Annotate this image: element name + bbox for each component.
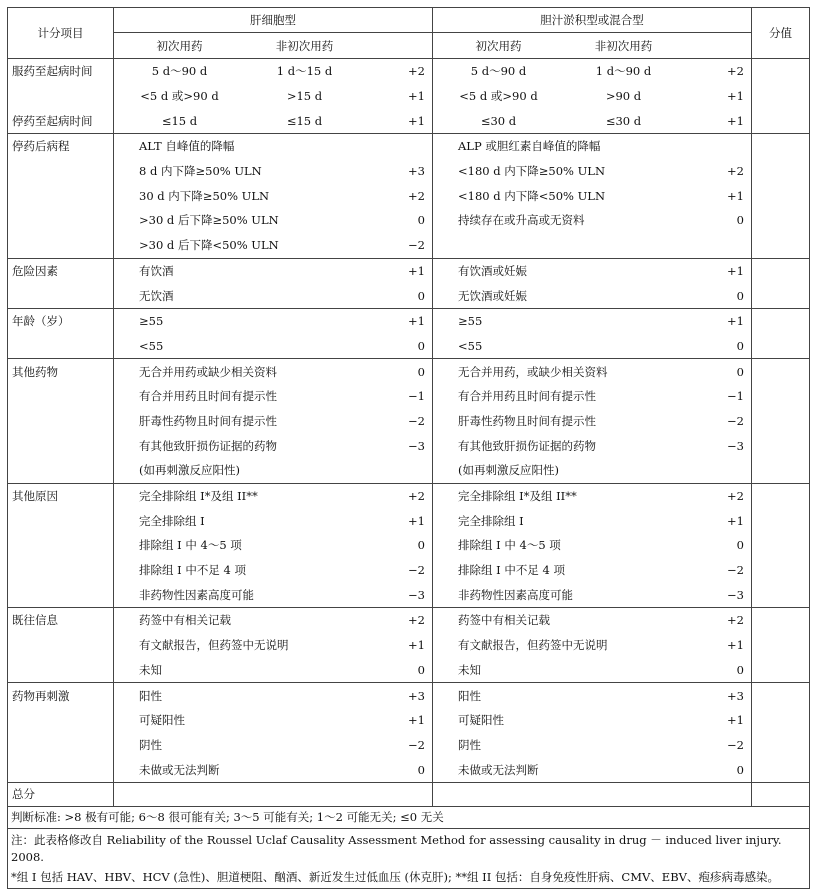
criterion-score: −1 — [408, 389, 425, 404]
chol-drugs-cell — [433, 359, 752, 483]
time-first-use: 5 d～90 d — [470, 64, 527, 79]
causes-chol-row — [433, 508, 751, 533]
score-cell — [752, 683, 810, 783]
criterion-text: 药签中有相关记载 — [458, 613, 550, 628]
criterion-text: ≥55 — [458, 314, 483, 329]
criterion-score: +2 — [727, 489, 744, 504]
drugs-hep-row — [114, 409, 432, 434]
course-chol-row — [433, 183, 751, 208]
rechallenge-chol-row — [433, 708, 751, 733]
criterion-score: −2 — [727, 737, 744, 752]
criterion-text: 有其他致肝损伤证据的药物 — [139, 438, 277, 453]
criterion-score: +1 — [727, 188, 744, 203]
time-non-first-use: 1 d～15 d — [276, 64, 333, 79]
criterion-text: <180 d 内下降<50% ULN — [458, 188, 606, 203]
criterion-text: 有合并用药且时间有提示性 — [139, 389, 277, 404]
criterion-score: 0 — [417, 538, 425, 553]
causes-label: 其他原因 — [12, 489, 58, 504]
criterion-score: +2 — [408, 188, 425, 203]
time-row — [433, 59, 751, 84]
criterion-score: 0 — [417, 762, 425, 777]
criterion-text: 完全排除组 I*及组 II** — [458, 489, 577, 504]
criterion-text: 未做或无法判断 — [139, 762, 220, 777]
header-item: 计分项目 — [8, 8, 114, 59]
time-row — [433, 108, 751, 133]
score-cell — [752, 59, 810, 134]
time-first-use: 5 d～90 d — [151, 64, 208, 79]
chol-first-use: 初次用药 — [475, 38, 522, 53]
total-label-cell — [8, 782, 114, 806]
criterion-score: +1 — [408, 638, 425, 653]
criterion-text: 有文献报告，但药签中无说明 — [458, 638, 608, 653]
note-cell — [8, 828, 810, 888]
section-label-time — [8, 59, 114, 134]
criterion-text: 有文献报告，但药签中无说明 — [139, 638, 289, 653]
drugs-hep-row — [114, 384, 432, 409]
criterion-text: 药签中有相关记载 — [139, 613, 231, 628]
criterion-score: +1 — [727, 513, 744, 528]
prior-hep-row — [114, 608, 432, 633]
label-stop: 停药至起病时间 — [12, 113, 93, 128]
causes-chol-row — [433, 484, 751, 509]
section-label-prior — [8, 608, 114, 683]
risk-chol-row — [433, 283, 751, 308]
age-hep-row — [114, 334, 432, 359]
criteria-text: 判断标准: >8 极有可能; 6～8 很可能有关; 3～5 可能有关; 1～2 可能无关; ≤0 无关 — [11, 810, 444, 825]
criteria-cell — [8, 806, 810, 828]
criterion-text: 阴性 — [139, 737, 162, 752]
time-first-use: <5 d 或>90 d — [459, 89, 538, 104]
prior-label: 既往信息 — [12, 613, 58, 628]
time-non-first-use: 1 d～90 d — [595, 64, 652, 79]
criterion-score: +1 — [408, 713, 425, 728]
criterion-score: −2 — [408, 563, 425, 578]
hep-course-cell — [114, 134, 433, 258]
criterion-text: 未做或无法判断 — [458, 762, 539, 777]
hep-time-cell — [114, 59, 433, 134]
chol-prior-cell — [433, 608, 752, 683]
criterion-text: 无饮酒或妊娠 — [458, 288, 527, 303]
hep-risk-cell — [114, 258, 433, 308]
criterion-text: ALP 或胆红素自峰值的降幅 — [458, 139, 601, 154]
criterion-text: 排除组 I 中 4～5 项 — [139, 538, 242, 553]
total-label: 总分 — [12, 787, 35, 802]
course-hep-row — [114, 159, 432, 184]
score-cell — [752, 258, 810, 308]
drugs-hep-row — [114, 359, 432, 384]
criterion-score: 0 — [736, 288, 744, 303]
total-value-chol — [433, 782, 752, 806]
criterion-score: +3 — [727, 688, 744, 703]
chol-risk-cell — [433, 258, 752, 308]
total-value-score — [752, 782, 810, 806]
time-non-first-use: >15 d — [286, 89, 323, 104]
age-chol-row — [433, 309, 751, 334]
criterion-score: −2 — [408, 238, 425, 253]
criterion-score: −2 — [727, 563, 744, 578]
total-value-hep — [114, 782, 433, 806]
causes-hep-row — [114, 558, 432, 583]
hep-non-first-use: 非初次用药 — [275, 38, 334, 53]
hep-subheader — [114, 33, 433, 59]
drugs-chol-row — [433, 359, 751, 384]
section-label-rechallenge — [8, 683, 114, 783]
age-label: 年龄（岁） — [12, 314, 70, 329]
criterion-text: 阳性 — [139, 688, 162, 703]
causes-hep-row — [114, 582, 432, 607]
hep-causes-cell — [114, 483, 433, 607]
time-row — [114, 84, 432, 109]
criterion-score: +1 — [408, 263, 425, 278]
criterion-text: <55 — [139, 338, 164, 353]
causes-hep-row — [114, 508, 432, 533]
causes-chol-row — [433, 558, 751, 583]
chol-non-first-use: 非初次用药 — [594, 38, 653, 53]
rechallenge-hep-row — [114, 683, 432, 708]
hep-age-cell — [114, 308, 433, 358]
prior-chol-row — [433, 608, 751, 633]
hep-prior-cell — [114, 608, 433, 683]
criterion-text: 有合并用药且时间有提示性 — [458, 389, 596, 404]
chol-time-cell — [433, 59, 752, 134]
causes-hep-row — [114, 484, 432, 509]
criterion-score: −3 — [727, 587, 744, 602]
time-row — [114, 108, 432, 133]
criterion-text: 持续存在或升高或无资料 — [458, 213, 585, 228]
section-label-drugs — [8, 359, 114, 483]
criterion-score: +1 — [408, 513, 425, 528]
criterion-text: 非药物性因素高度可能 — [139, 587, 254, 602]
criterion-score: 0 — [736, 662, 744, 677]
drugs-label: 其他药物 — [12, 364, 58, 379]
drugs-chol-row — [433, 458, 751, 483]
time-first-use: <5 d 或>90 d — [140, 89, 219, 104]
time-row — [433, 84, 751, 109]
criterion-score: +1 — [727, 314, 744, 329]
criterion-text: 排除组 I 中 4～5 项 — [458, 538, 561, 553]
score-cell — [752, 134, 810, 258]
time-non-first-use: ≤15 d — [286, 113, 323, 128]
age-chol-row — [433, 334, 751, 359]
criterion-text: 未知 — [458, 662, 481, 677]
criterion-score: −2 — [408, 737, 425, 752]
criterion-text: 肝毒性药物且时间有提示性 — [139, 413, 277, 428]
rechallenge-hep-row — [114, 733, 432, 758]
criterion-score: 0 — [736, 338, 744, 353]
criterion-text: 有饮酒或妊娠 — [458, 263, 527, 278]
criterion-text: 排除组 I 中不足 4 项 — [139, 563, 246, 578]
chol-causes-cell — [433, 483, 752, 607]
section-label-risk — [8, 258, 114, 308]
chol-rechallenge-cell — [433, 683, 752, 783]
time-score: +1 — [727, 113, 744, 128]
rechallenge-chol-row — [433, 733, 751, 758]
header-hepatocellular: 肝细胞型 — [114, 8, 433, 33]
criterion-score: +3 — [408, 164, 425, 179]
prior-hep-row — [114, 633, 432, 658]
rechallenge-label: 药物再刺激 — [12, 688, 70, 703]
criterion-text: 完全排除组 I — [458, 513, 524, 528]
criterion-text: (如再刺激反应阳性) — [458, 463, 559, 478]
time-non-first-use: ≤30 d — [605, 113, 642, 128]
criterion-score: 0 — [736, 538, 744, 553]
hep-rechallenge-cell — [114, 683, 433, 783]
course-chol-row — [433, 134, 751, 159]
criterion-text: <180 d 内下降≥50% ULN — [458, 164, 606, 179]
time-first-use: ≤15 d — [161, 113, 198, 128]
criterion-score: 0 — [736, 762, 744, 777]
time-first-use: ≤30 d — [480, 113, 517, 128]
risk-label: 危险因素 — [12, 263, 58, 278]
criterion-text: (如再刺激反应阳性) — [139, 463, 240, 478]
risk-chol-row — [433, 259, 751, 284]
rucam-table — [7, 7, 810, 889]
time-score: +1 — [408, 113, 425, 128]
course-label: 停药后病程 — [12, 139, 70, 154]
prior-hep-row — [114, 658, 432, 683]
note-groups: *组 I 包括 HAV、HBV、HCV (急性)、胆道梗阻、酗酒、新近发生过低血压 (休克肝); **组 II 包括：自身免疫性肝病、CMV、EBV、疱疹病毒感染。 — [11, 869, 779, 884]
criterion-score: 0 — [417, 288, 425, 303]
criterion-score: +2 — [408, 613, 425, 628]
criterion-text: 无饮酒 — [139, 288, 174, 303]
criterion-score: +2 — [727, 164, 744, 179]
criterion-score: +2 — [727, 613, 744, 628]
section-label-causes — [8, 483, 114, 607]
criterion-score: −3 — [408, 587, 425, 602]
time-non-first-use: >90 d — [605, 89, 642, 104]
drugs-chol-row — [433, 409, 751, 434]
criterion-text: 无合并用药，或缺少相关资料 — [458, 364, 608, 379]
header-cholestatic: 胆汁淤积型或混合型 — [433, 8, 752, 33]
prior-chol-row — [433, 633, 751, 658]
criterion-text: >30 d 后下降≥50% ULN — [139, 213, 279, 228]
criterion-score: +1 — [408, 314, 425, 329]
time-score: +2 — [727, 64, 744, 79]
criterion-text: 肝毒性药物且时间有提示性 — [458, 413, 596, 428]
rechallenge-chol-row — [433, 683, 751, 708]
rechallenge-chol-row — [433, 757, 751, 782]
note-source: 注：此表格修改自 Reliability of the Roussel Uclaf Causality Assessment Method for assessing causality in drug － induced liver injury. 2008. — [11, 832, 782, 864]
criterion-score: −3 — [727, 438, 744, 453]
criterion-text: 未知 — [139, 662, 162, 677]
criterion-text: 完全排除组 I*及组 II** — [139, 489, 258, 504]
course-hep-row — [114, 183, 432, 208]
age-hep-row — [114, 309, 432, 334]
criterion-score: 0 — [417, 338, 425, 353]
drugs-chol-row — [433, 384, 751, 409]
score-cell — [752, 308, 810, 358]
criterion-text: 排除组 I 中不足 4 项 — [458, 563, 565, 578]
criterion-score: −1 — [727, 389, 744, 404]
criterion-text: 有饮酒 — [139, 263, 174, 278]
criterion-score: +1 — [727, 713, 744, 728]
score-cell — [752, 483, 810, 607]
score-cell — [752, 608, 810, 683]
course-hep-row — [114, 233, 432, 258]
criterion-score: −2 — [727, 413, 744, 428]
criterion-text: 阴性 — [458, 737, 481, 752]
drugs-hep-row — [114, 458, 432, 483]
header-score: 分值 — [752, 8, 810, 59]
criterion-score: +1 — [727, 638, 744, 653]
criterion-text: >30 d 后下降<50% ULN — [139, 238, 279, 253]
criterion-score: 0 — [417, 213, 425, 228]
criterion-text: 非药物性因素高度可能 — [458, 587, 573, 602]
section-label-age — [8, 308, 114, 358]
criterion-text: 有其他致肝损伤证据的药物 — [458, 438, 596, 453]
hep-first-use: 初次用药 — [156, 38, 203, 53]
criterion-score: 0 — [736, 364, 744, 379]
criterion-text: 30 d 内下降≥50% ULN — [139, 188, 270, 203]
criterion-text: ≥55 — [139, 314, 164, 329]
course-chol-row — [433, 159, 751, 184]
criterion-score: +2 — [408, 489, 425, 504]
criterion-score: 0 — [417, 662, 425, 677]
label-onset: 服药至起病时间 — [12, 64, 93, 79]
criterion-text: <55 — [458, 338, 483, 353]
drugs-chol-row — [433, 433, 751, 458]
criterion-score: −3 — [408, 438, 425, 453]
course-hep-row — [114, 208, 432, 233]
criterion-text: 阳性 — [458, 688, 481, 703]
chol-age-cell — [433, 308, 752, 358]
time-score: +1 — [408, 89, 425, 104]
criterion-text: 可疑阳性 — [139, 713, 185, 728]
chol-course-cell — [433, 134, 752, 258]
criterion-score: +3 — [408, 688, 425, 703]
drugs-hep-row — [114, 433, 432, 458]
criterion-score: 0 — [417, 364, 425, 379]
risk-hep-row — [114, 283, 432, 308]
criterion-text: 8 d 内下降≥50% ULN — [139, 164, 262, 179]
score-cell — [752, 359, 810, 483]
rechallenge-hep-row — [114, 757, 432, 782]
prior-chol-row — [433, 658, 751, 683]
risk-hep-row — [114, 259, 432, 284]
criterion-text: 可疑阳性 — [458, 713, 504, 728]
criterion-text: 完全排除组 I — [139, 513, 205, 528]
causes-hep-row — [114, 533, 432, 558]
course-hep-row — [114, 134, 432, 159]
rechallenge-hep-row — [114, 708, 432, 733]
criterion-score: 0 — [736, 213, 744, 228]
time-score: +2 — [408, 64, 425, 79]
causes-chol-row — [433, 533, 751, 558]
course-chol-row — [433, 208, 751, 233]
hep-drugs-cell — [114, 359, 433, 483]
time-score: +1 — [727, 89, 744, 104]
criterion-text: ALT 自峰值的降幅 — [139, 139, 235, 154]
criterion-score: +1 — [727, 263, 744, 278]
chol-subheader — [433, 33, 752, 59]
criterion-score: −2 — [408, 413, 425, 428]
section-label-course — [8, 134, 114, 258]
criterion-text: 无合并用药或缺少相关资料 — [139, 364, 277, 379]
time-row — [114, 59, 432, 84]
causes-chol-row — [433, 582, 751, 607]
